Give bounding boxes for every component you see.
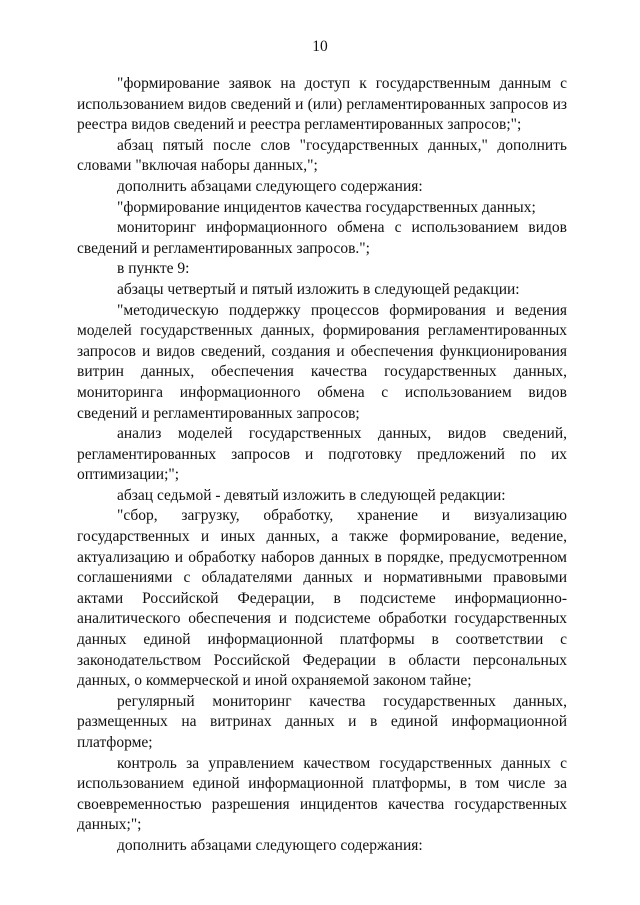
paragraph: абзац седьмой - девятый изложить в следующей редакции:: [117, 486, 506, 504]
paragraph: "формирование заявок на доступ к государственным данным с использованием видов сведений и (или) регламентированных запросов из реестра видов сведений и реестра регламентированных запросов;";: [77, 75, 567, 134]
paragraph: "методическую поддержку процессов формирования и ведения моделей государственных данных, формирования регламентированных запросов и видов сведений, создания и обеспечения функционирования витрин данных, обеспечения качества государственных данных, мониторинга информационного обмена с использованием видов сведений и регламентированных запросов;: [77, 301, 567, 422]
paragraph: "сбор, загрузку, обработку, хранение и визуализацию государственных и иных данных, а также формирование, ведение, актуализацию и обработку наборов данных в порядке, предусмотренном соглашениями с обладателями данных и нормативными правовыми актами Российской Федерации, в подсистеме информационно-аналитического обеспечения и подсистеме обработки государственных данных единой информационной платформы в соответствии с законодательством Российской Федерации в области персональных данных, о коммерческой и иной охраняемой законом тайне;: [77, 507, 567, 690]
page-number: 10: [312, 38, 328, 55]
paragraph: в пункте 9:: [117, 260, 190, 278]
paragraph: абзацы четвертый и пятый изложить в следующей редакции:: [117, 280, 520, 298]
paragraph: контроль за управлением качеством государственных данных с использованием единой информационной платформы, в том числе за своевременностью разрешения инцидентов качества государственных данных;";: [77, 754, 567, 834]
document-body: [77, 74, 567, 857]
paragraph: дополнить абзацами следующего содержания:: [117, 836, 423, 854]
paragraph: "формирование инцидентов качества государственных данных;: [117, 198, 536, 216]
paragraph: абзац пятый после слов "государственных данных," дополнить словами "включая наборы данных,";: [77, 136, 567, 175]
paragraph: мониторинг информационного обмена с использованием видов сведений и регламентированных запросов.";: [77, 219, 567, 257]
paragraph: регулярный мониторинг качества государственных данных, размещенных на витринах данных и в единой информационной платформе;: [77, 692, 567, 751]
paragraph: анализ моделей государственных данных, видов сведений, регламентированных запросов и подготовку предложений по их оптимизации;";: [77, 425, 567, 484]
paragraph: дополнить абзацами следующего содержания:: [117, 177, 423, 195]
